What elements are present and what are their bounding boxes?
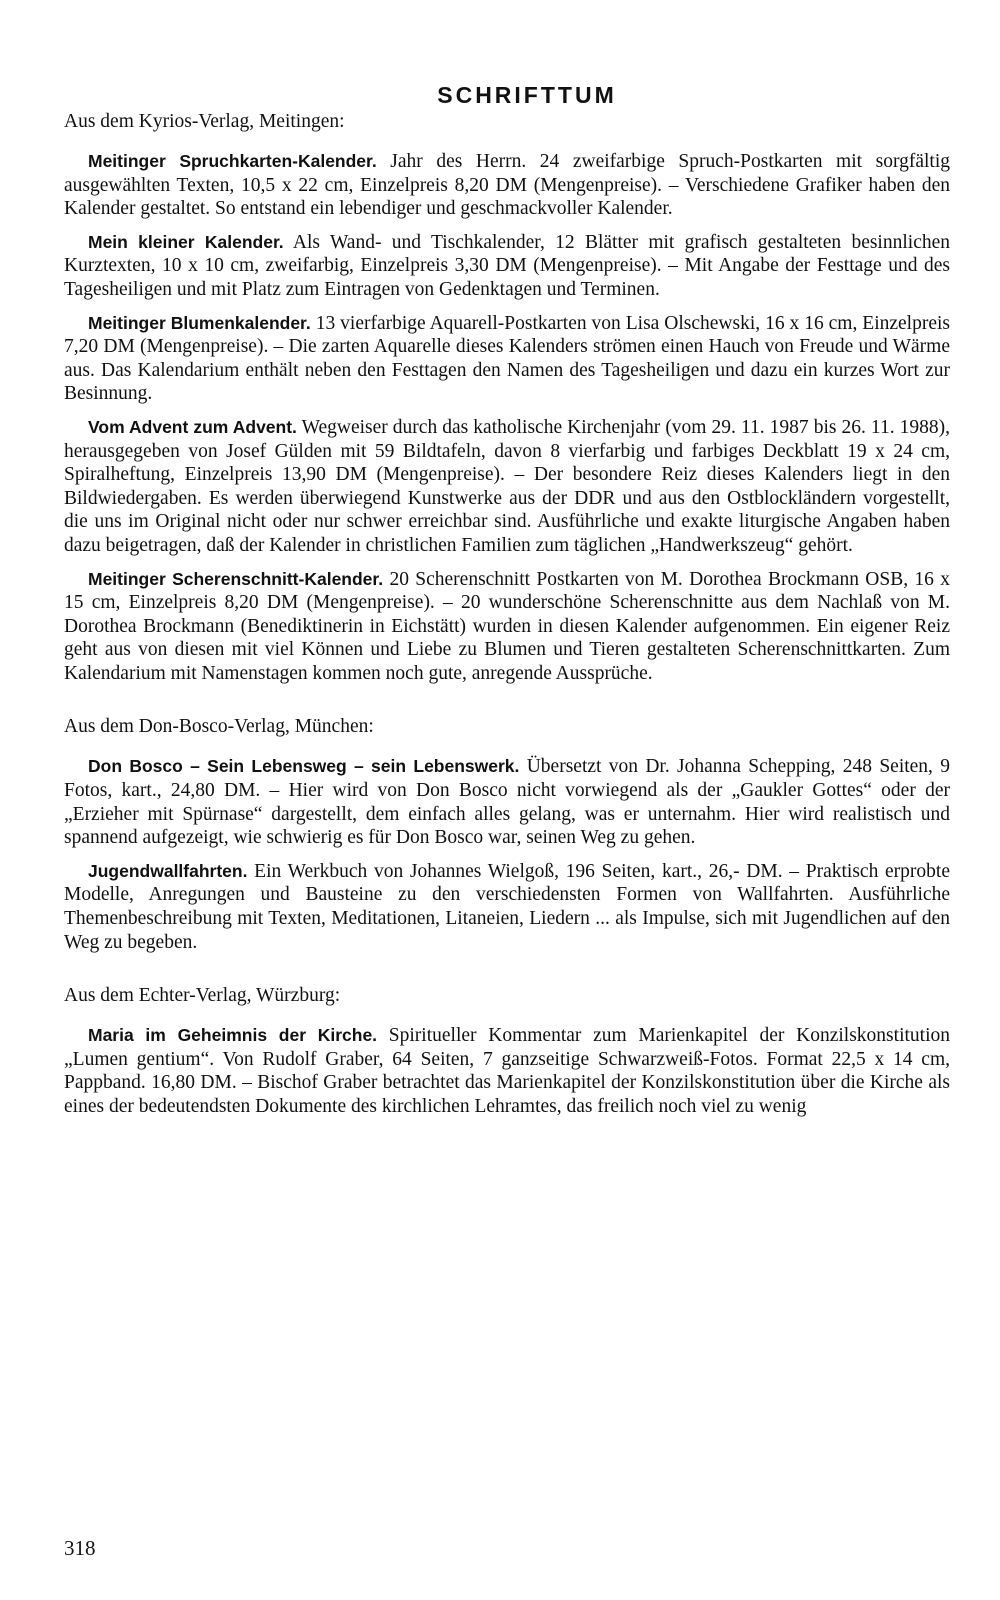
review-entry (64, 312, 950, 406)
entry-title: Vom Advent zum Advent. (88, 416, 297, 437)
publisher-heading: Aus dem Don-Bosco-Verlag, München: (64, 716, 374, 738)
section-echter (64, 984, 950, 1118)
entry-title: Maria im Geheimnis der Kirche. (88, 1025, 378, 1046)
review-entry (64, 568, 950, 686)
publisher-heading: Aus dem Echter-Verlag, Würzburg: (64, 985, 341, 1007)
review-entry (64, 860, 950, 954)
page-title: SCHRIFTTUM (437, 82, 617, 108)
entry-text: Wegweiser durch das katholische Kirchenjahr (vom 29. 11. 1987 bis 26. 11. 1988), herausgegeben von Josef Gülden mit 59 Bildtafeln, davon 8 vierfarbig und farbiges Deckblatt 19 x 24 cm, Spiralheftung, Einzelpreis 13,90 DM (Mengenpreise). – Der besondere Reiz dieses Kalenders liegt in den Bildwiedergaben. Es werden überwiegend Kunstwerke aus der DDR und aus den Ostblockländern vorgestellt, die uns im Original nicht oder nur schwer erreichbar sind. Ausführliche und exakte liturgische Angaben haben dazu beigetragen, daß der Kalender in christlichen Familien zum täglichen „Handwerkszeug“ gehört. (64, 416, 950, 556)
page-number: 318 (64, 1536, 96, 1560)
entry-text: Spiritueller Kommentar zum Marienkapitel der Konzilskonstitution „Lumen gentium“. Von Rudolf Graber, 64 Seiten, 7 ganzseitige Schwarzweiß-Fotos. Format 22,5 x 14 cm, Pappband. 16,80 DM. – Bischof Graber betrachtet das Marienkapitel der Konzilskonstitution über die Kirche als eines der bedeutendsten Dokumente des kirchlichen Lehramtes, das freilich noch viel zu wenig (64, 1025, 950, 1117)
entry-text: Als Wand- und Tischkalender, 12 Blätter mit grafisch gestalteten besinnlichen Kurztexten, 10 x 10 cm, zweifarbig, Einzelpreis 3,30 DM (Mengenpreise). – Mit Angabe der Festtage und des Tagesheiligen und mit Platz zum Eintragen von Gedenktagen und Terminen. (64, 231, 950, 300)
entry-text: Ein Werkbuch von Johannes Wielgoß, 196 Seiten, kart., 26,- DM. – Praktisch erprobte Modelle, Anregungen und Bausteine zu den verschiedensten Formen von Wallfahrten. Ausführliche Themenbeschreibung mit Texten, Meditationen, Litaneien, Liedern ... als Impulse, sich mit Jugendlichen auf den Weg zu begeben. (64, 860, 950, 953)
entry-text: Jahr des Herrn. 24 zweifarbige Spruch-Postkarten mit sorgfältig ausgewählten Texten, 10,5 x 22 cm, Einzelpreis 8,20 DM (Mengenpreise). – Verschiedene Grafiker haben den Kalender gestaltet. So entstand ein lebendiger und geschmackvoller Kalender. (64, 151, 950, 220)
publisher-heading: Aus dem Kyrios-Verlag, Meitingen: (64, 111, 345, 132)
section-don-bosco (64, 715, 950, 954)
review-entry (64, 755, 950, 849)
review-entry (64, 231, 950, 302)
entry-text: 13 vierfarbige Aquarell-Postkarten von Lisa Olschewski, 16 x 16 cm, Einzelpreis 7,20 DM (Mengenpreise). – Die zarten Aquarelle dieses Kalenders strömen einen Hauch von Freude und Wärme aus. Das Kalendarium enthält neben den Festtagen den Namen des Tagesheiligen und dazu ein kurzes Wort zur Besinnung. (64, 312, 951, 405)
review-entry (64, 1024, 950, 1118)
review-entry (64, 416, 950, 558)
entry-title: Jugendwallfahrten. (88, 860, 248, 881)
review-entry (64, 150, 950, 221)
page (64, 80, 950, 1129)
entry-title: Meitinger Spruchkarten-Kalender. (88, 151, 377, 171)
section-kyrios (64, 110, 950, 685)
entry-title: Don Bosco – Sein Lebensweg – sein Lebenswerk. (88, 756, 520, 777)
entry-title: Meitinger Scherenschnitt-Kalender. (88, 568, 384, 589)
entry-text: Übersetzt von Dr. Johanna Schepping, 248 Seiten, 9 Fotos, kart., 24,80 DM. – Hier wird von Don Bosco nicht vorwiegend als der „Gaukler Gottes“ oder der „Erzieher mit Spürnase“ dargestellt, dem einfach alles gelang, was er unternahm. Hier wird realistisch und spannend aufgezeigt, wie schwierig es für Don Bosco war, seinen Weg zu gehen. (64, 756, 950, 849)
entry-title: Meitinger Blumenkalender. (88, 312, 311, 333)
entry-title: Mein kleiner Kalender. (88, 231, 284, 252)
entry-text: 20 Scherenschnitt Postkarten von M. Dorothea Brockmann OSB, 16 x 15 cm, Einzelpreis 8,20 DM (Mengenpreise). – 20 wunderschöne Scherenschnitte aus dem Nachlaß von M. Dorothea Brockmann (Benediktinerin in Eichstätt) wurden in diesen Kalender aufgenommen. Ein eigener Reiz geht aus von diesen mit viel Können und Liebe zu Blumen und Tieren gestalteten Scherenschnittkarten. Zum Kalendarium mit Namenstagen kommen noch gute, anregende Aussprüche. (64, 568, 950, 684)
